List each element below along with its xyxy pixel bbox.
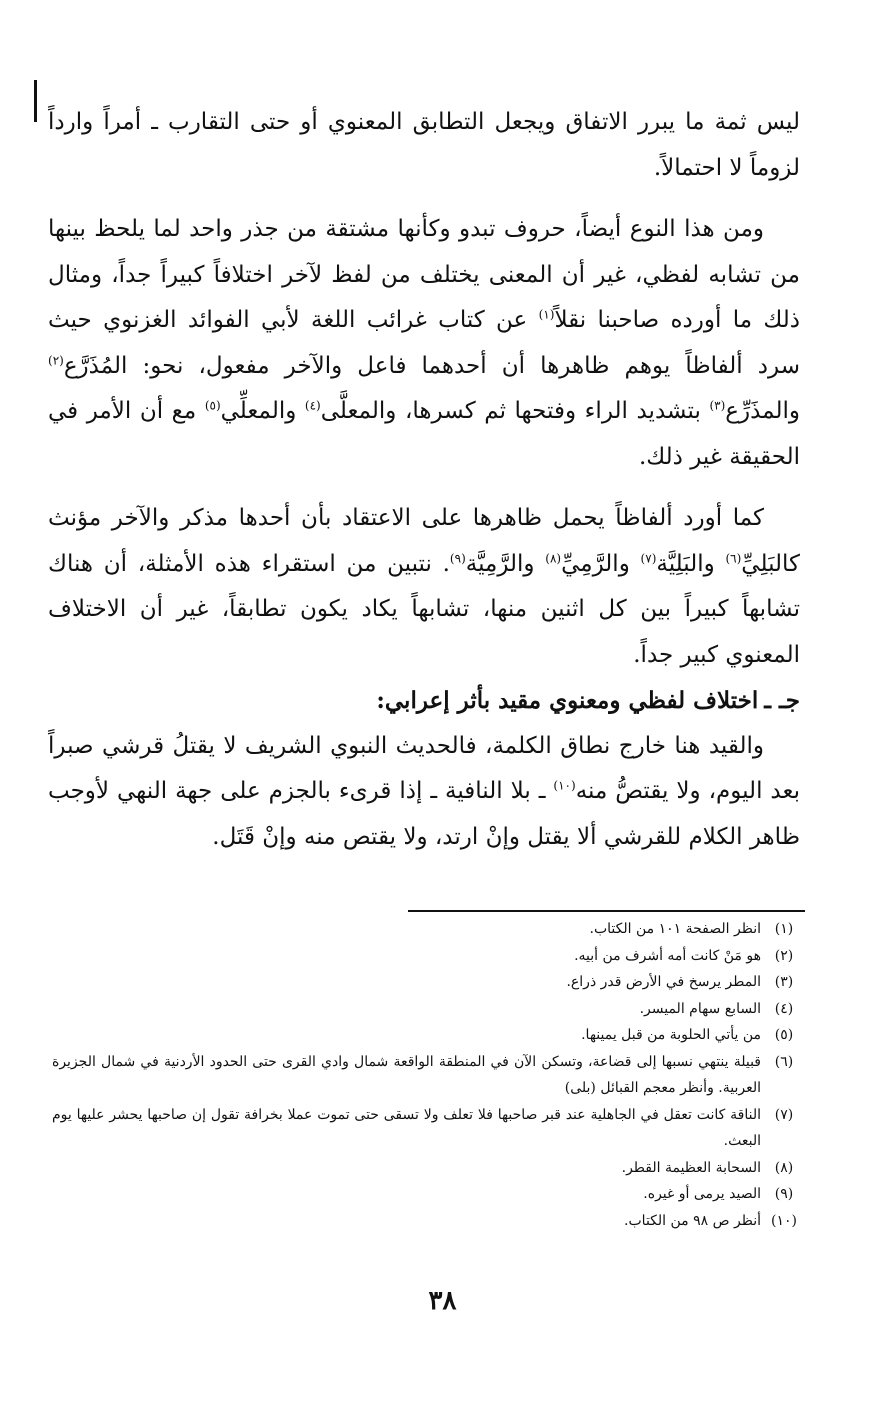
footnote-divider — [408, 910, 805, 912]
footnote-item — [52, 1102, 807, 1155]
footnote-ref-5[interactable]: (٥) — [204, 398, 221, 413]
paragraph-4 — [48, 724, 800, 861]
footnote-text: السابع سهام الميسر. — [639, 1000, 761, 1017]
footnote-text: هو مَنْ كانت أمه أشرف من أبيه. — [574, 947, 761, 964]
section-heading — [48, 678, 800, 724]
footnote-item — [52, 1181, 807, 1208]
footnote-ref-4[interactable]: (٤) — [304, 398, 321, 413]
footnote-text: أنظر ص ٩٨ من الكتاب. — [624, 1212, 761, 1229]
footnote-ref-9[interactable]: (٩) — [449, 550, 466, 565]
margin-mark — [34, 80, 37, 122]
paragraph-2-text: ومن هذا النوع أيضاً، حروف تبدو وكأنها مشتقة من جذر واحد لما يلحظ بينها من تشابه لفظي، غير أن المعنى يختلف من لفظ لآخر اختلافاً كبيراً جداً، ومثال ذلك ما أورده صاحبنا نقلاً — [48, 216, 801, 333]
paragraph-1 — [48, 100, 800, 191]
paragraph-2-text: عن كتاب غرائب اللغة لأبي الفوائد الغزنوي حيث سرد ألفاظاً يوهم ظاهرها أن أحدهما فاعل والآخر مفعول، نحو: المُذَرَّع — [48, 307, 800, 379]
footnote-item — [52, 943, 807, 970]
paragraph-3-text: والبَلِيَّة — [656, 550, 726, 577]
footnote-number: (٩) — [774, 1186, 794, 1202]
footnote-number: (١٠) — [771, 1212, 797, 1229]
main-text — [48, 100, 800, 860]
paragraph-2-text: والمذَرِّع — [725, 398, 800, 424]
footnote-number: (٢) — [774, 947, 794, 964]
footnote-number: (٦) — [774, 1053, 794, 1070]
footnote-text: المطر يرسخ في الأرض قدر ذراع. — [566, 974, 761, 990]
paragraph-3-text: والرَّمِيَّة — [465, 550, 546, 577]
footnote-number: (٨) — [774, 1159, 794, 1176]
footnote-item — [52, 1208, 807, 1235]
paragraph-3-text: والرَّمِيِّ — [561, 550, 641, 577]
footnote-ref-1[interactable]: (١) — [538, 307, 555, 322]
footnote-ref-10[interactable]: (١٠) — [553, 778, 576, 793]
footnote-item — [52, 996, 807, 1023]
paragraph-2-text: بتشديد الراء وفتحها ثم كسرها، والمعلَّى — [320, 398, 710, 424]
footnote-number: (٤) — [774, 1000, 794, 1017]
footnote-ref-6[interactable]: (٦) — [725, 550, 742, 565]
footnote-text: من يأتي الحلوبة من قبل يمينها. — [581, 1027, 761, 1043]
footnote-ref-7[interactable]: (٧) — [640, 550, 657, 565]
footnote-text: الناقة كانت تعقل في الجاهلية عند قبر صاحبها فلا تعلف ولا تسقى حتى تموت عملا بخرافة تقول إن صاحبها يحشر عليها يوم البعث. — [52, 1106, 761, 1149]
paragraph-2-text: والمعلِّي — [220, 398, 305, 424]
section-heading-label: جـ ـ — [764, 687, 800, 714]
footnote-ref-2[interactable]: (٢) — [48, 352, 64, 367]
footnotes — [52, 916, 807, 1234]
footnote-text: انظر الصفحة ١٠١ من الكتاب. — [589, 921, 761, 937]
section-heading-text: اختلاف لفظي ومعنوي مقيد بأثر إعرابي: — [376, 687, 759, 714]
footnote-item — [52, 1049, 807, 1102]
footnote-number: (٥) — [774, 1027, 794, 1043]
footnote-number: (٧) — [774, 1106, 794, 1123]
paragraph-2-text: مع أن الأمر في الحقيقة غير ذلك. — [48, 398, 800, 470]
footnote-ref-8[interactable]: (٨) — [545, 550, 562, 565]
paragraph-4-text: والقيد هنا خارج نطاق الكلمة، فالحديث النبوي الشريف لا يقتلُ قرشي صبراً بعد اليوم، ولا يقتصُّ منه — [48, 732, 800, 804]
footnote-item — [52, 969, 807, 996]
paragraph-2 — [48, 207, 800, 480]
paragraph-4-text: ـ بلا النافية ـ إذا قرىء بالجزم على جهة النهي لأوجب ظاهر الكلام للقرشي ألا يقتل وإنْ ارتد، ولا يقتص منه وإنْ قَتَل. — [48, 778, 800, 850]
paragraph-3-text: . نتبين من استقراء هذه الأمثلة، أن هناك تشابهاً كبيراً بين كل اثنين منها، تشابهاً يكاد يكون تطابقاً، غير أن الاختلاف المعنوي كبير جداً. — [48, 550, 800, 668]
footnote-text: الصيد يرمى أو غيره. — [643, 1186, 761, 1202]
footnote-number: (٣) — [774, 974, 794, 990]
footnote-ref-3[interactable]: (٣) — [709, 398, 726, 413]
footnote-item — [52, 1022, 807, 1049]
footnote-item — [52, 916, 807, 943]
footnote-text: قبيلة ينتهي نسبها إلى قضاعة، وتسكن الآن في المنطقة الواقعة شمال وادي القرى حتى الحدود الأردنية في شمال الجزيرة العربية. وأنظر معجم القبائل (بلى) — [52, 1053, 761, 1096]
paragraph-3 — [48, 496, 800, 678]
paragraph-1-text: ليس ثمة ما يبرر الاتفاق ويجعل التطابق المعنوي أو حتى التقارب ـ أمراً وارداً لزوماً لا احتمالاً. — [48, 109, 800, 181]
footnote-number: (١) — [774, 921, 794, 937]
footnote-item — [52, 1155, 807, 1182]
footnote-text: السحابة العظيمة القطر. — [621, 1159, 761, 1176]
paragraph-3-text: كما أورد ألفاظاً يحمل ظاهرها على الاعتقاد بأن أحدها مذكر والآخر مؤنث كالبَلِيِّ — [48, 505, 800, 577]
page-number: ٣٨ — [428, 1286, 457, 1316]
